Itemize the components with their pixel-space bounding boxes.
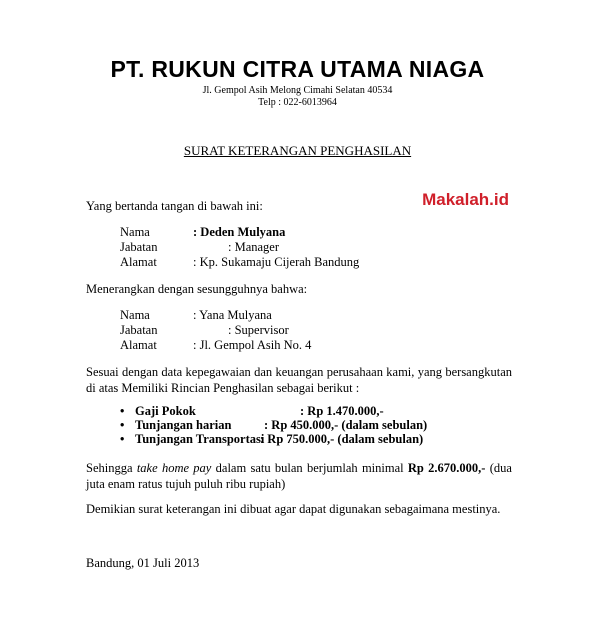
signer-position-value: : Manager xyxy=(228,240,280,254)
total-italic: take home pay xyxy=(136,461,212,475)
letter-title: SURAT KETERANGAN PENGHASILAN xyxy=(183,143,412,158)
employee-name-value: : Yana Mulyana xyxy=(193,308,272,322)
total-amount: Rp 2.670.000,- xyxy=(407,461,486,475)
total-suffix: (dua juta enam ratus tujuh puluh ribu rupiah) xyxy=(86,461,512,491)
closing-text: Demikian surat keterangan ini dibuat agar dapat digunakan sebagaimana mestinya. xyxy=(86,502,501,516)
employee-position-label: Jabatan xyxy=(120,323,158,337)
bullet-icon: • xyxy=(120,432,125,446)
income-value-transport: : Rp 750.000,- (dalam sebulan) xyxy=(260,432,424,446)
income-label-transport: Tunjangan Transportasi xyxy=(135,432,265,446)
employee-position-value: : Supervisor xyxy=(228,323,289,337)
signer-address-value: : Kp. Sukamaju Cijerah Bandung xyxy=(193,255,360,269)
company-name: PT. RUKUN CITRA UTAMA NIAGA xyxy=(110,56,485,82)
signer-name-value: : Deden Mulyana xyxy=(193,225,286,239)
income-value-daily: : Rp 450.000,- (dalam sebulan) xyxy=(264,418,428,432)
company-address: Jl. Gempol Asih Melong Cimahi Selatan 40534 xyxy=(202,85,393,96)
signer-name-label: Nama xyxy=(120,225,150,239)
signer-position-label: Jabatan xyxy=(120,240,158,254)
total-middle: dalam satu bulan berjumlah minimal xyxy=(211,461,408,475)
total-paragraph xyxy=(86,460,512,492)
employee-name-label: Nama xyxy=(120,308,150,322)
watermark-logo: Makalah.id xyxy=(422,190,509,209)
income-intro-text: Sesuai dengan data kepegawaian dan keuangan perusahaan kami, yang bersangkutan di atas Memiliki Rincian Penghasilan sebagai berikut : xyxy=(86,365,512,395)
company-phone: Telp : 022-6013964 xyxy=(258,97,337,108)
employee-address-value: : Jl. Gempol Asih No. 4 xyxy=(193,338,312,352)
income-label-basic: Gaji Pokok xyxy=(135,404,196,418)
intro-text: Yang bertanda tangan di bawah ini: xyxy=(86,199,263,213)
bullet-icon: • xyxy=(120,404,125,418)
income-label-daily: Tunjangan harian xyxy=(135,418,232,432)
signer-address-label: Alamat xyxy=(120,255,157,269)
total-prefix: Sehingga xyxy=(86,461,137,475)
place-date: Bandung, 01 Juli 2013 xyxy=(86,556,200,570)
bullet-icon: • xyxy=(120,418,125,432)
statement-text: Menerangkan dengan sesungguhnya bahwa: xyxy=(86,282,308,296)
income-value-basic: : Rp 1.470.000,- xyxy=(300,404,384,418)
employee-address-label: Alamat xyxy=(120,338,157,352)
